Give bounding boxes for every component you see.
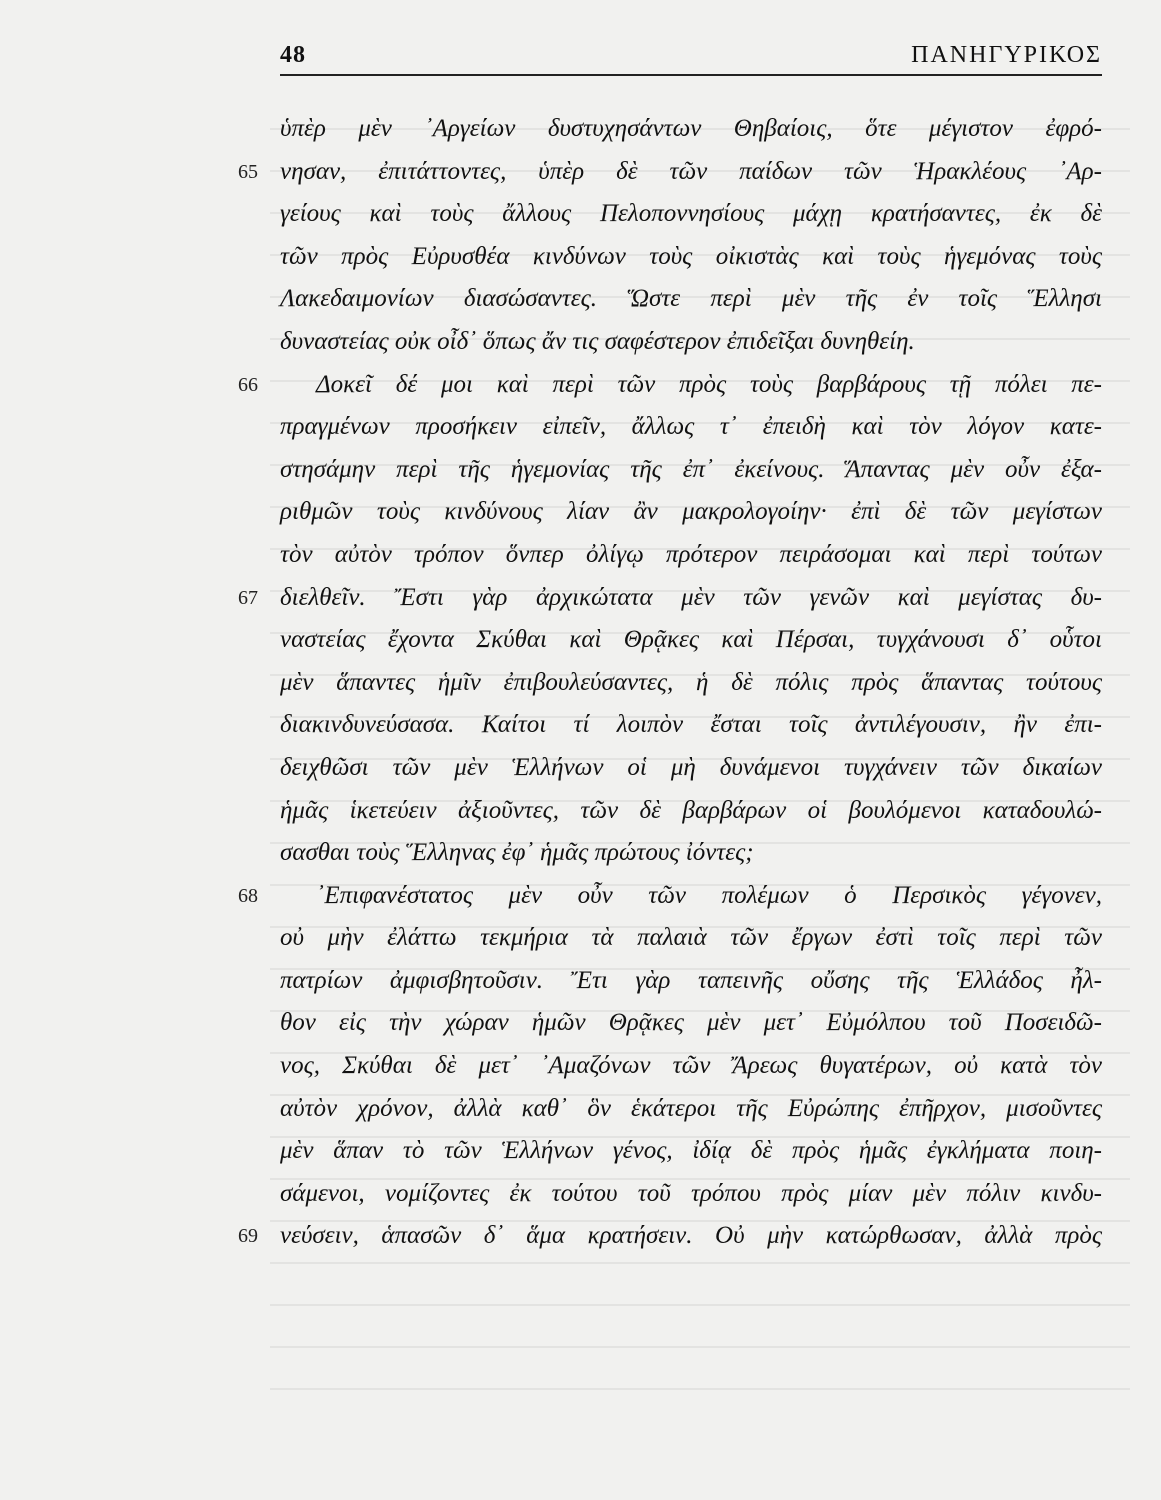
line-text: τὸν αὐτὸν τρόπον ὅνπερ ὀλίγῳ πρότερον πειράσομαι καὶ περὶ τούτων bbox=[280, 540, 1102, 568]
line-text: αὐτὸν χρόνον, ἀλλὰ καθ᾿ ὃν ἑκάτεροι τῆς Εὐρώπης ἐπῆρχον, μισοῦντες bbox=[280, 1094, 1102, 1122]
line-text: ἡμᾶς ἱκετεύειν ἀξιοῦντες, τῶν δὲ βαρβάρων οἱ βουλόμενοι καταδουλώ- bbox=[280, 796, 1102, 824]
text-line bbox=[280, 662, 1102, 705]
line-text: δυναστείας οὐκ οἶδ᾿ ὅπως ἄν τις σαφέστερον ἐπιδεῖξαι δυνηθείη. bbox=[280, 327, 915, 355]
text-line bbox=[280, 619, 1102, 662]
section-number: 69 bbox=[238, 1225, 258, 1248]
line-text: τῶν πρὸς Εὐρυσθέα κινδύνων τοὺς οἰκιστὰς καὶ τοὺς ἡγεμόνας τοὺς bbox=[280, 242, 1102, 270]
text-line bbox=[280, 193, 1102, 236]
text-line bbox=[280, 1045, 1102, 1088]
line-text: μὲν ἅπαν τὸ τῶν Ἑλλήνων γένος, ἰδίᾳ δὲ πρὸς ἡμᾶς ἐγκλήματα ποιη- bbox=[280, 1137, 1102, 1165]
text-line bbox=[280, 917, 1102, 960]
header-rule bbox=[280, 74, 1102, 76]
page-header bbox=[280, 36, 1102, 76]
line-text: οὐ μὴν ἐλάττω τεκμήρια τὰ παλαιὰ τῶν ἔργων ἐστὶ τοῖς περὶ τῶν bbox=[280, 924, 1102, 952]
line-text: διακινδυνεύσασα. Καίτοι τί λοιπὸν ἔσται τοῖς ἀντιλέγουσιν, ἢν ἐπι- bbox=[280, 711, 1102, 739]
line-text: πραγμένων προσήκειν εἰπεῖν, ἄλλως τ᾿ ἐπειδὴ καὶ τὸν λόγον κατε- bbox=[280, 413, 1102, 441]
text-line bbox=[238, 875, 1102, 918]
text-line bbox=[280, 278, 1102, 321]
line-text: στησάμην περὶ τῆς ἡγεμονίας τῆς ἐπ᾿ ἐκείνους. Ἅπαντας μὲν οὖν ἐξα- bbox=[280, 455, 1102, 483]
line-text: γείους καὶ τοὺς ἄλλους Πελοποννησίους μάχῃ κρατήσαντες, ἐκ δὲ bbox=[280, 200, 1102, 228]
text-line bbox=[280, 790, 1102, 833]
text-line bbox=[238, 577, 1102, 620]
text-line bbox=[280, 960, 1102, 1003]
text-line bbox=[280, 1173, 1102, 1216]
line-text: σάμενοι, νομίζοντες ἐκ τούτου τοῦ τρόπου πρὸς μίαν μὲν πόλιν κινδυ- bbox=[280, 1179, 1102, 1207]
text-line bbox=[280, 108, 1102, 151]
text-line bbox=[280, 534, 1102, 577]
line-text: μὲν ἅπαντες ἡμῖν ἐπιβουλεύσαντες, ἡ δὲ πόλις πρὸς ἅπαντας τούτους bbox=[280, 668, 1102, 696]
section-number: 67 bbox=[238, 586, 258, 609]
running-head: ΠΑΝΗΓΥΡΙΚΟΣ bbox=[911, 42, 1102, 68]
text-line bbox=[280, 236, 1102, 279]
text-line bbox=[280, 491, 1102, 534]
text-line bbox=[238, 1215, 1102, 1258]
line-text: δειχθῶσι τῶν μὲν Ἑλλήνων οἱ μὴ δυνάμενοι τυγχάνειν τῶν δικαίων bbox=[280, 753, 1102, 781]
line-text: ᾿Επιφανέστατος μὲν οὖν τῶν πολέμων ὁ Περσικὸς γέγονεν, bbox=[316, 881, 1102, 909]
line-text: νος, Σκύθαι δὲ μετ᾿ ᾿Αμαζόνων τῶν Ἄρεως θυγατέρων, οὐ κατὰ τὸν bbox=[280, 1052, 1102, 1080]
text-line bbox=[280, 1002, 1102, 1045]
line-text: πατρίων ἀμφισβητοῦσιν. Ἔτι γὰρ ταπεινῆς οὔσης τῆς Ἑλλάδος ἦλ- bbox=[280, 966, 1102, 994]
line-text: ριθμῶν τοὺς κινδύνους λίαν ἂν μακρολογοίην· ἐπὶ δὲ τῶν μεγίστων bbox=[280, 498, 1102, 526]
text-line bbox=[238, 364, 1102, 407]
line-text: Λακεδαιμονίων διασώσαντες. Ὥστε περὶ μὲν τῆς ἐν τοῖς Ἕλλησι bbox=[280, 285, 1102, 313]
section-number: 68 bbox=[238, 884, 258, 907]
section-number: 66 bbox=[238, 373, 258, 396]
line-text: θον εἰς τὴν χώραν ἡμῶν Θρᾷκες μὲν μετ᾿ Εὐμόλπου τοῦ Ποσειδῶ- bbox=[280, 1009, 1102, 1037]
text-line bbox=[280, 704, 1102, 747]
line-text: σασθαι τοὺς Ἕλληνας ἐφ᾿ ἡμᾶς πρώτους ἰόντες; bbox=[280, 839, 754, 867]
text-line bbox=[280, 449, 1102, 492]
line-text: διελθεῖν. Ἔστι γὰρ ἀρχικώτατα μὲν τῶν γενῶν καὶ μεγίστας δυ- bbox=[280, 583, 1102, 611]
line-text: νησαν, ἐπιτάττοντες, ὑπὲρ δὲ τῶν παίδων τῶν Ἡρακλέους ᾿Αρ- bbox=[280, 157, 1102, 185]
line-text: νεύσειν, ἁπασῶν δ᾿ ἅμα κρατήσειν. Οὐ μὴν κατώρθωσαν, ἀλλὰ πρὸς bbox=[280, 1222, 1102, 1250]
text-line bbox=[280, 1088, 1102, 1131]
text-line bbox=[280, 406, 1102, 449]
main-text bbox=[238, 108, 1102, 1258]
page-number: 48 bbox=[280, 42, 306, 68]
text-line bbox=[280, 832, 1102, 875]
text-line bbox=[280, 747, 1102, 790]
line-text: ναστείας ἔχοντα Σκύθαι καὶ Θρᾷκες καὶ Πέρσαι, τυγχάνουσι δ᾿ οὗτοι bbox=[280, 626, 1102, 654]
text-line bbox=[280, 1130, 1102, 1173]
line-text: ὑπὲρ μὲν ᾿Αργείων δυστυχησάντων Θηβαίοις, ὅτε μέγιστον ἐφρό- bbox=[280, 115, 1102, 142]
section-number: 65 bbox=[238, 160, 258, 183]
text-line bbox=[238, 151, 1102, 194]
text-line bbox=[280, 321, 1102, 364]
line-text: Δοκεῖ δέ μοι καὶ περὶ τῶν πρὸς τοὺς βαρβάρους τῇ πόλει πε- bbox=[316, 370, 1102, 398]
